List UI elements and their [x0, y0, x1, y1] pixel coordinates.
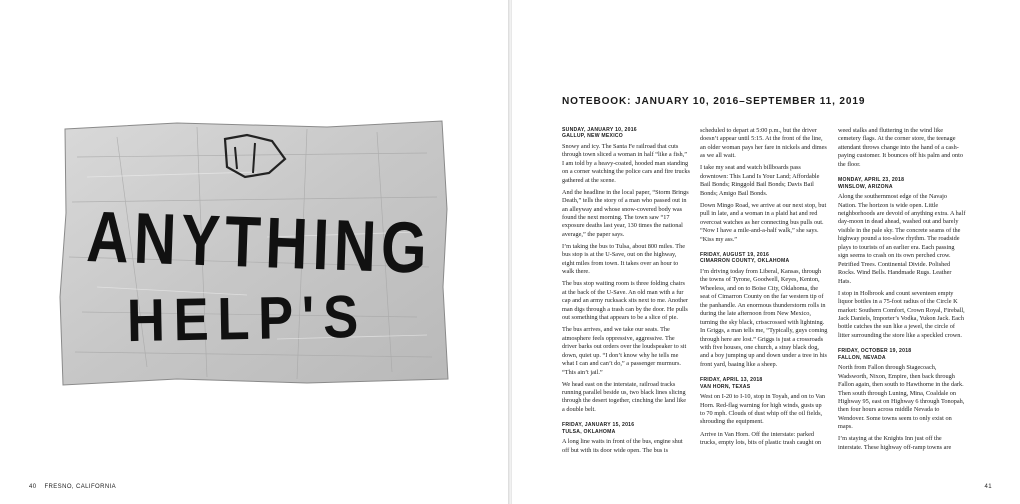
text-column-2: [700, 127, 828, 451]
entry-place: WINSLOW, ARIZONA: [838, 183, 893, 190]
entry-date: FRIDAY, AUGUST 19, 2016: [700, 252, 770, 259]
paragraph: I’m staying at the Knights Inn just off the interstate. These highway off-ramp towns are: [838, 435, 952, 451]
sign-word-helps: HELP'S: [126, 282, 402, 355]
entry-date: MONDAY, APRIL 23, 2018: [838, 177, 905, 184]
paragraph: Arrive in Van Horn. Off the interstate: parked trucks, empty lots, bits of plastic trash caught on: [700, 430, 822, 446]
paragraph: I stop in Holbrook and count seventeen empty liquor bottles in a 75-foot radius of the Circle K market: Southern Comfort, Crown Royal, Fireball, Jack Daniels, Importer’s Vodka, Yukon Jack. Each bottle catches the sun like a jewel, the circle of litter surrounding the store like a speckled crown.: [838, 289, 965, 339]
paragraph: The bus arrives, and we take our seats. The atmosphere feels oppressive, aggressive. The driver barks out orders over the loudspeaker to sit down, quiet up. “I don’t know why he tells me what I can and can’t do,” a passenger murmurs. “This ain’t jail.”: [562, 326, 687, 376]
paragraph: North from Fallon through Stagecoach, Wadsworth, Nixon, Empire, then back through Fallon again, then south to Hawthorne in the dark. Then south through Luning, Mina, Coaldale on Highway 95, east on Highway 6 through Tonopah, then four hours across middle Nevada to Wendover. Some towns seem to only exist on maps.: [838, 364, 965, 431]
paragraph: weed stalks and fluttering in the wind like cemetery flags. At the corner store, the teenage attendant throws change into the hand of a cash-paying customer. It bounces off his palm and onto the floor.: [838, 127, 964, 168]
paragraph: I’m driving today from Liberal, Kansas, through the towns of Tyrone, Goodwell, Keyes, Kenton, Wheeless, and on to Boise City, Oklahoma, the seat of Cimarron County on the far western tip of the panhandle. An enormous thunderstorm rolls in during the late afternoon from New Mexico, turning the sky black, crisscrossed with lightning. In Griggs, a man tells me, “Typically, guys coming through here are lost.” Griggs is just a crossroads with five houses, one church, a stray black dog, and a boy jumping up and down under a tree in his front yard, baaing like a sheep.: [700, 267, 828, 368]
paragraph: And the headline in the local paper, “Storm Brings Death,” tells the story of a man who passed out in an alleyway and whose snow-covered body was found the next morning. The town saw “17 exposure deaths last year, 130 times the national average,” the paper says.: [562, 188, 689, 238]
entry-place: FALLON, NEVADA: [838, 354, 886, 361]
page-number: 41: [984, 484, 992, 490]
entry-place: CIMARRON COUNTY, OKLAHOMA: [700, 258, 790, 265]
paragraph: Down Mingo Road, we arrive at our next stop, but pull in late, and a woman in a plaid hat and red overcoat watches as her connecting bus pulls out. “Now I have a mile-and-a-half walk,” she says. “Kiss my ass.”: [700, 201, 827, 243]
entry-place: VAN HORN, TEXAS: [700, 383, 751, 390]
entry-place: GALLUP, NEW MEXICO: [562, 133, 624, 140]
right-page: [512, 0, 1020, 504]
paragraph: West on I-20 to I-10, stop in Toyah, and on to Van Horn. Red-flag warning for high winds, gusts up to 70 mph. Clouds of dust whip off the oil fields, shrouding the equipment.: [700, 393, 826, 426]
entry-date: FRIDAY, OCTOBER 19, 2018: [838, 348, 912, 355]
entry-date: SUNDAY, JANUARY 10, 2016: [562, 127, 637, 133]
paragraph: We head east on the interstate, railroad tracks running parallel beside us, two black lines slicing through the desert together, cinching the land like a double belt.: [562, 380, 687, 413]
page-number: 40: [29, 484, 37, 490]
paragraph: Along the southernmost edge of the Navajo Nation. The horizon is wide open. Little neighborhoods are devoid of anything extra. A half day-moon in dead ahead, washed out and barely visible in the pale sky. The concrete seams of the highway pound a too-slow rhythm. The roadside plays to tourists of an earlier era. Each passing sign seems to crash on its own perched crow. Petrified Trees. Continental Divide. Polished Rocks. Wind Bells. Handmade Rugs. Leather Hats.: [838, 193, 966, 285]
entry-place: TULSA, OKLAHOMA: [562, 428, 616, 435]
cardboard-sign-image: [57, 117, 512, 388]
left-folio: [29, 484, 116, 490]
text-column-3: [838, 127, 966, 456]
text-column-1: [562, 127, 690, 459]
cardboard-sign-photo: [57, 117, 512, 388]
paragraph: A long line waits in front of the bus, engine shut off but with its door wide open. The bus is: [562, 438, 683, 454]
sign-word-anything: ANYTHING: [85, 197, 512, 292]
notebook-heading: NOTEBOOK: JANUARY 10, 2016–SEPTEMBER 11, 2019: [562, 95, 866, 107]
entry-date: FRIDAY, APRIL 13, 2018: [700, 377, 763, 384]
paragraph: I’m taking the bus to Tulsa, about 800 miles. The bus stop is at the U-Save, out on the highway, eight miles from town. It takes over an hour to walk there.: [562, 242, 685, 276]
entry-date: FRIDAY, JANUARY 15, 2016: [562, 422, 635, 429]
paragraph: The bus stop waiting room is three folding chairs at the back of the U-Save. An old man with a fur cap and an army rucksack sits next to me. Another man digs through a trash can by the door. He pulls out something that appears to be a slice of pie.: [562, 280, 689, 322]
paragraph: scheduled to depart at 5:00 p.m., but the driver doesn’t appear until 5:15. At the front of the line, an older woman pays her fare in nickels and dimes as we all wait.: [700, 127, 827, 160]
paragraph: Snowy and icy. The Santa Fe railroad that cuts through town sliced a woman in half “like a fish,” I am told by a heavy-coated, hooded man standing on a corner watching the police cars and fire trucks gathered at the scene.: [562, 142, 690, 184]
folio-title: FRESNO, CALIFORNIA: [44, 484, 117, 490]
paragraph: I take my seat and watch billboards pass downtown: This Land Is Your Land; Affordable Bail Bonds; Ringgold Bail Bonds; Davis Bail Bonds; Amigo Bail Bonds.: [700, 164, 820, 197]
